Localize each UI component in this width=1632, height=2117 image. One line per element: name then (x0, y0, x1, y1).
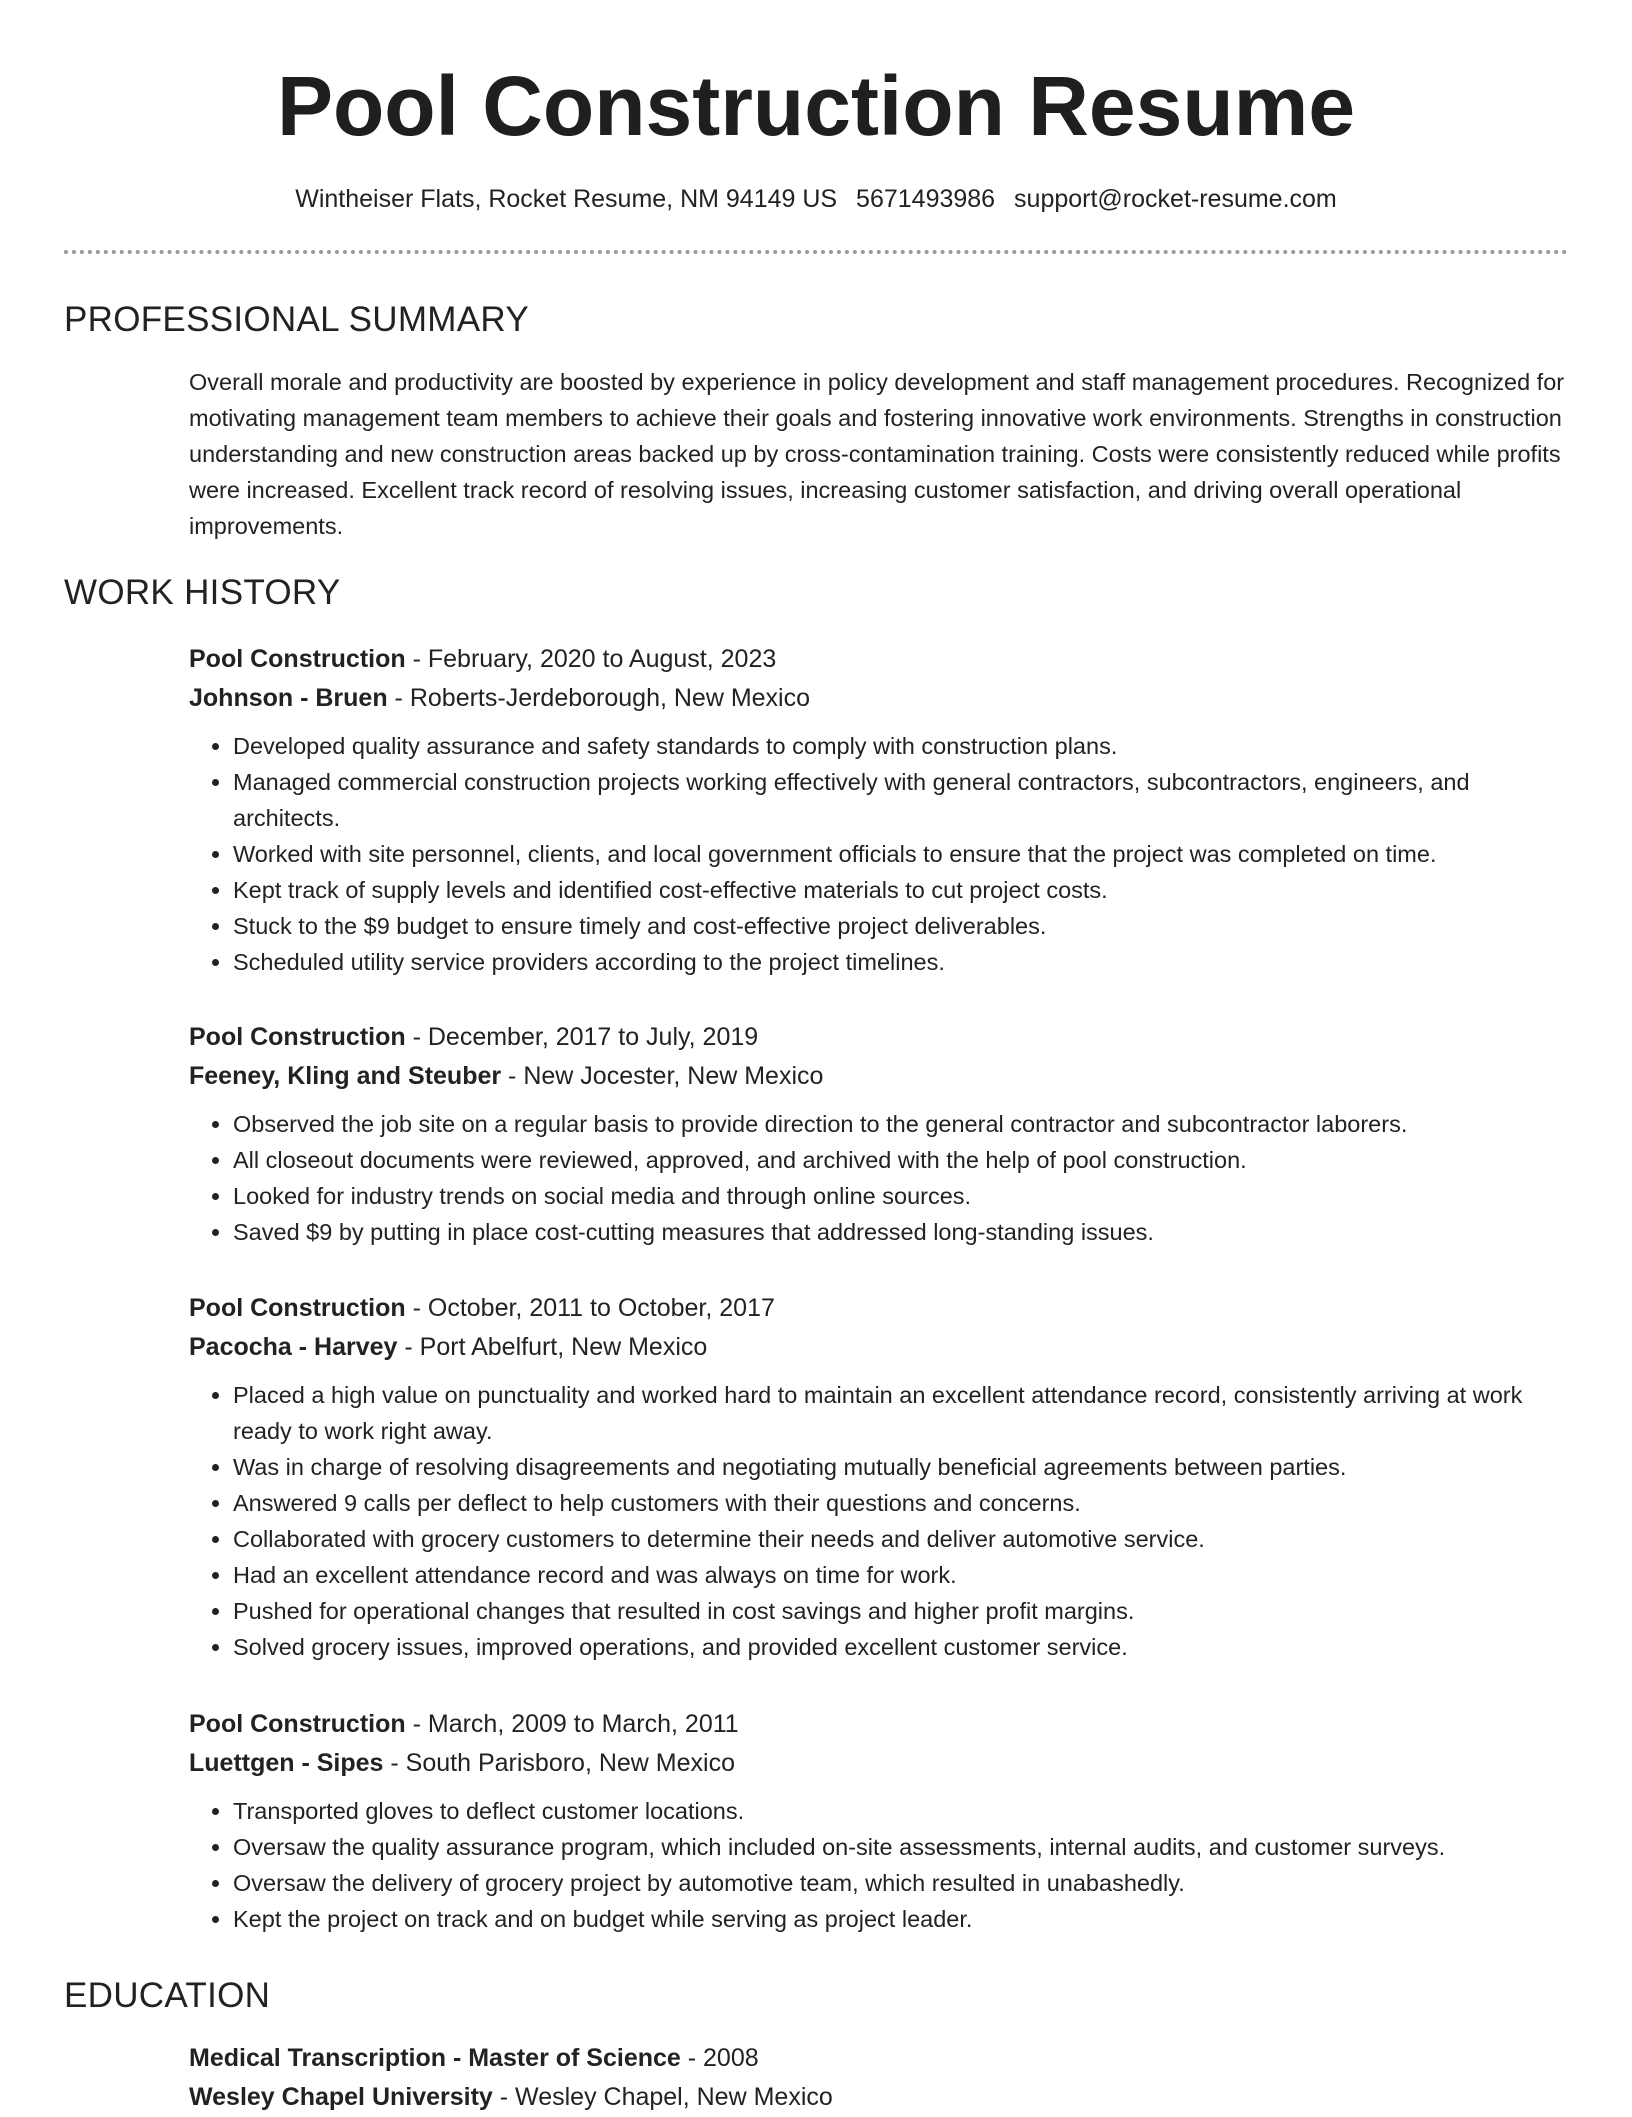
job-entry (189, 1018, 1569, 1250)
job-location: - South Parisboro, New Mexico (383, 1749, 735, 1777)
job-position: Pool Construction (189, 645, 406, 673)
job-bullet: • Kept the project on track and on budget while serving as project leader. (233, 1901, 1569, 1937)
job-company-line (189, 679, 1569, 718)
job-location: - Roberts-Jerdeborough, New Mexico (387, 684, 811, 712)
job-bullet: • Answered 9 calls per deflect to help customers with their questions and concerns. (233, 1485, 1569, 1521)
education-entry (189, 2039, 1569, 2117)
education-location: - Wesley Chapel, New Mexico (492, 2083, 833, 2111)
job-company: Luettgen - Sipes (189, 1749, 384, 1777)
job-company: Feeney, Kling and Steuber (189, 1062, 502, 1090)
job-bullets (189, 1106, 1569, 1250)
job-bullet: • Placed a high value on punctuality and worked hard to maintain an excellent attendance record, consistently arriving at work ready to work right away. (233, 1377, 1569, 1449)
job-company: Johnson - Bruen (189, 684, 388, 712)
job-company-line (189, 1057, 1569, 1096)
job-title-line (189, 640, 1569, 679)
contact-line (0, 181, 1632, 217)
job-position: Pool Construction (189, 1294, 406, 1322)
summary-text: Overall morale and productivity are boosted by experience in policy development and staff management procedures. Recognized for motivating management team members to achieve their goals and fostering innovative work environments. Strengths in construction understanding and new construction areas backed up by cross-contamination training. Costs were consistently reduced while profits were increased. Excellent track record of resolving issues, increasing customer satisfaction, and driving overall operational improvements. (189, 369, 1565, 539)
contact-address: Wintheiser Flats, Rocket Resume, NM 94149 US (295, 185, 838, 213)
job-company-line (189, 1328, 1569, 1367)
job-bullets (189, 1377, 1569, 1665)
job-bullet: • Looked for industry trends on social media and through online sources. (233, 1178, 1569, 1214)
education-year: - 2008 (680, 2044, 759, 2072)
job-bullets (189, 728, 1569, 980)
job-title-line (189, 1705, 1569, 1744)
education-school: Wesley Chapel University (189, 2083, 493, 2111)
section-title-summary: PROFESSIONAL SUMMARY (64, 300, 529, 339)
job-bullet: • Stuck to the $9 budget to ensure timely and cost-effective project deliverables. (233, 908, 1569, 944)
job-position: Pool Construction (189, 1710, 406, 1738)
job-dates: - October, 2011 to October, 2017 (405, 1294, 775, 1322)
job-dates: - March, 2009 to March, 2011 (405, 1710, 739, 1738)
job-bullet: • Collaborated with grocery customers to determine their needs and deliver automotive service. (233, 1521, 1569, 1557)
job-entry (189, 1705, 1569, 1937)
job-bullet: • Transported gloves to deflect customer locations. (233, 1793, 1569, 1829)
job-bullet: • Solved grocery issues, improved operations, and provided excellent customer service. (233, 1629, 1569, 1665)
job-bullet: • Was in charge of resolving disagreements and negotiating mutually beneficial agreements between parties. (233, 1449, 1569, 1485)
job-entry (189, 1289, 1569, 1665)
section-title-work-history: WORK HISTORY (64, 573, 341, 612)
job-bullet: • Had an excellent attendance record and was always on time for work. (233, 1557, 1569, 1593)
summary-block (189, 364, 1569, 544)
job-entry (189, 640, 1569, 980)
job-location: - Port Abelfurt, New Mexico (397, 1333, 708, 1361)
job-bullet: • Saved $9 by putting in place cost-cutting measures that addressed long-standing issues. (233, 1214, 1569, 1250)
section-title-education: EDUCATION (64, 1976, 271, 2015)
education-school-line (189, 2078, 1569, 2117)
job-bullet: • Developed quality assurance and safety standards to comply with construction plans. (233, 728, 1569, 764)
job-bullets (189, 1793, 1569, 1937)
job-dates: - December, 2017 to July, 2019 (405, 1023, 759, 1051)
contact-phone: 5671493986 (856, 185, 996, 213)
contact-email: support@rocket-resume.com (1014, 185, 1337, 213)
job-bullet: • Oversaw the quality assurance program, which included on-site assessments, internal audits, and customer surveys. (233, 1829, 1569, 1865)
job-bullet: • Pushed for operational changes that resulted in cost savings and higher profit margins. (233, 1593, 1569, 1629)
job-title-line (189, 1018, 1569, 1057)
header-divider (64, 250, 1568, 254)
education-degree-line (189, 2039, 1569, 2078)
job-position: Pool Construction (189, 1023, 406, 1051)
education-degree: Medical Transcription - Master of Science (189, 2044, 681, 2072)
job-bullet: • Scheduled utility service providers according to the project timelines. (233, 944, 1569, 980)
job-bullet: • Oversaw the delivery of grocery project by automotive team, which resulted in unabashedly. (233, 1865, 1569, 1901)
job-bullet: • Kept track of supply levels and identified cost-effective materials to cut project costs. (233, 872, 1569, 908)
resume-title: Pool Construction Resume (276, 59, 1356, 153)
job-company-line (189, 1744, 1569, 1783)
job-location: - New Jocester, New Mexico (501, 1062, 824, 1090)
job-dates: - February, 2020 to August, 2023 (405, 645, 777, 673)
job-bullet: • Worked with site personnel, clients, and local government officials to ensure that the project was completed on time. (233, 836, 1569, 872)
job-company: Pacocha - Harvey (189, 1333, 398, 1361)
job-bullet: • Observed the job site on a regular basis to provide direction to the general contractor and subcontractor laborers. (233, 1106, 1569, 1142)
job-bullet: • Managed commercial construction projects working effectively with general contractors, subcontractors, engineers, and architects. (233, 764, 1569, 836)
job-bullet: • All closeout documents were reviewed, approved, and archived with the help of pool construction. (233, 1142, 1569, 1178)
job-title-line (189, 1289, 1569, 1328)
